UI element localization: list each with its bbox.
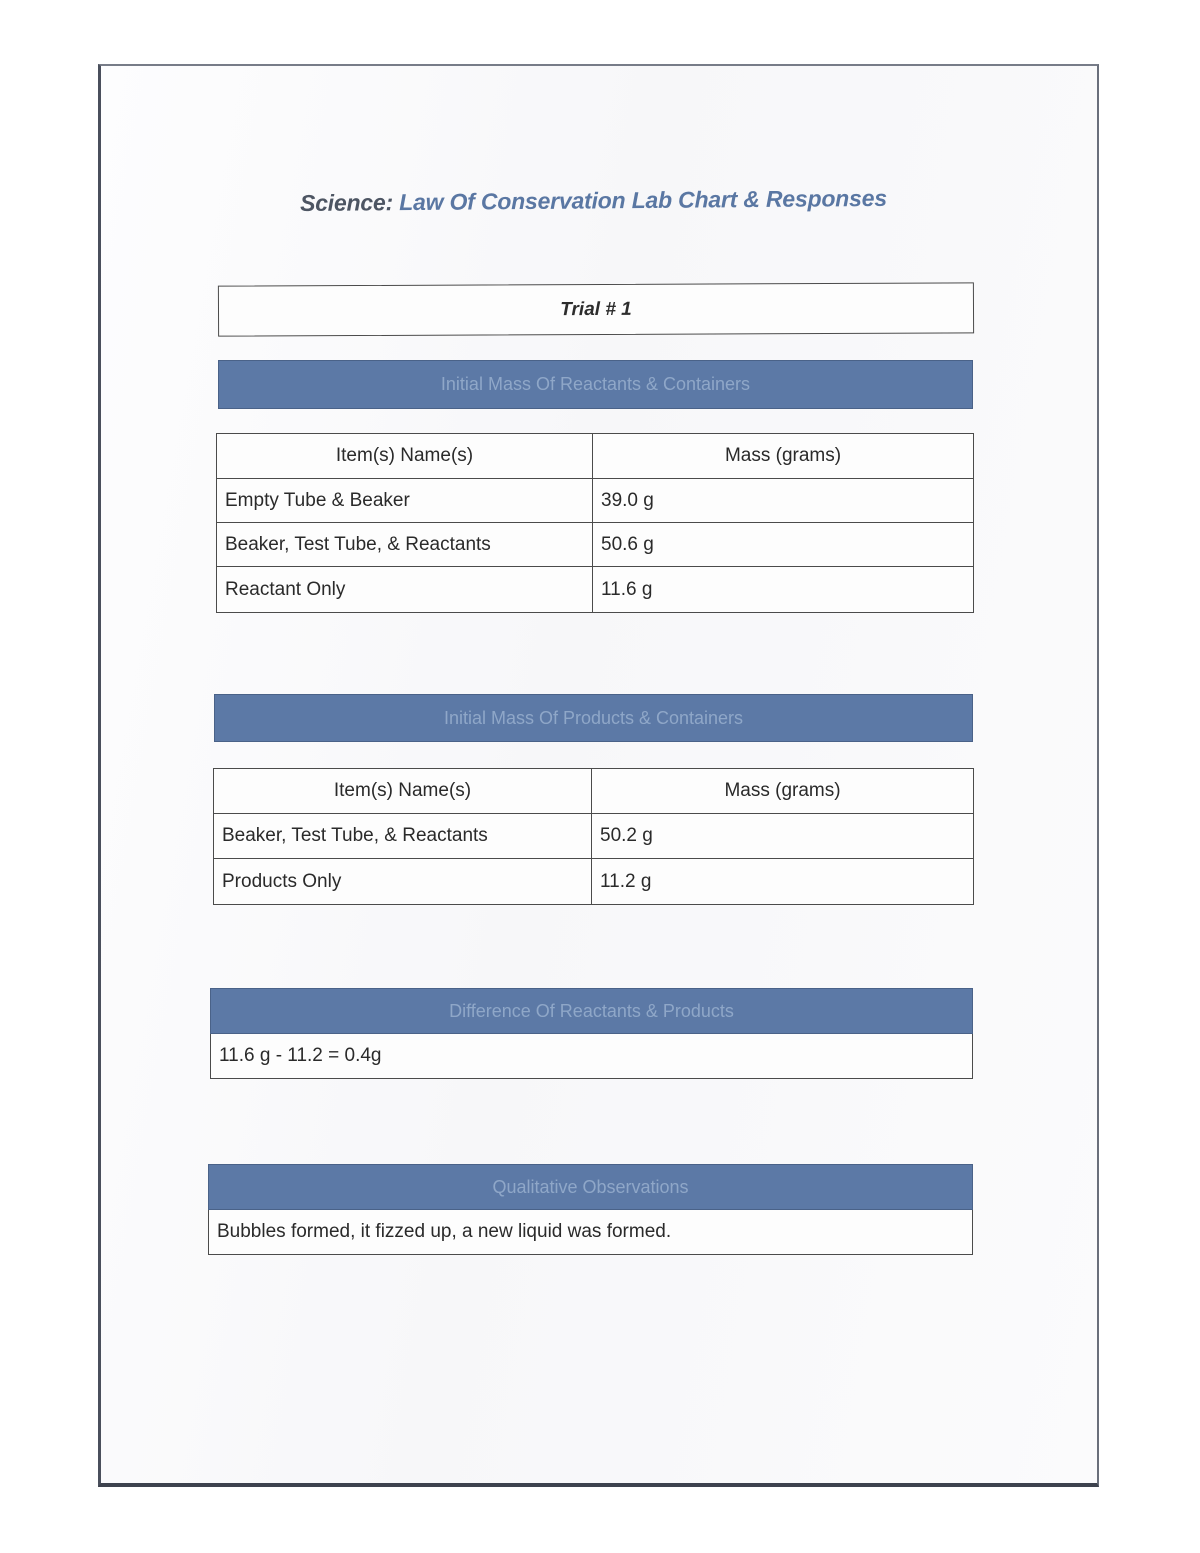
table-header-row [217, 434, 974, 479]
observations-value: Bubbles formed, it fizzed up, a new liquid was formed. [208, 1210, 973, 1255]
table-row [214, 859, 974, 905]
products-section-header: Initial Mass Of Products & Containers [214, 694, 973, 742]
item-cell: Reactant Only [217, 567, 593, 613]
reactants-section-header: Initial Mass Of Reactants & Containers [218, 360, 973, 409]
column-header-item: Item(s) Name(s) [217, 434, 593, 479]
title-prefix: Science: [299, 189, 394, 216]
difference-value: 11.6 g - 11.2 = 0.4g [210, 1034, 973, 1079]
difference-section-header: Difference Of Reactants & Products [210, 988, 973, 1034]
products-table [213, 768, 974, 905]
mass-cell: 50.2 g [592, 814, 974, 859]
observations-section-header: Qualitative Observations [208, 1164, 973, 1210]
item-cell: Products Only [214, 859, 592, 905]
mass-cell: 50.6 g [593, 523, 974, 567]
table-row [217, 567, 974, 613]
table-row [217, 479, 974, 523]
title-main: Law Of Conservation Lab Chart & Responses [399, 184, 887, 216]
item-cell: Beaker, Test Tube, & Reactants [214, 814, 592, 859]
page-title [300, 185, 900, 217]
mass-cell: 11.2 g [592, 859, 974, 905]
column-header-mass: Mass (grams) [593, 434, 974, 479]
trial-label: Trial # 1 [218, 282, 974, 336]
mass-cell: 11.6 g [593, 567, 974, 613]
item-cell: Empty Tube & Beaker [217, 479, 593, 523]
table-header-row [214, 769, 974, 814]
mass-cell: 39.0 g [593, 479, 974, 523]
table-row [217, 523, 974, 567]
column-header-mass: Mass (grams) [592, 769, 974, 814]
column-header-item: Item(s) Name(s) [214, 769, 592, 814]
table-row [214, 814, 974, 859]
reactants-table [216, 433, 974, 613]
item-cell: Beaker, Test Tube, & Reactants [217, 523, 593, 567]
